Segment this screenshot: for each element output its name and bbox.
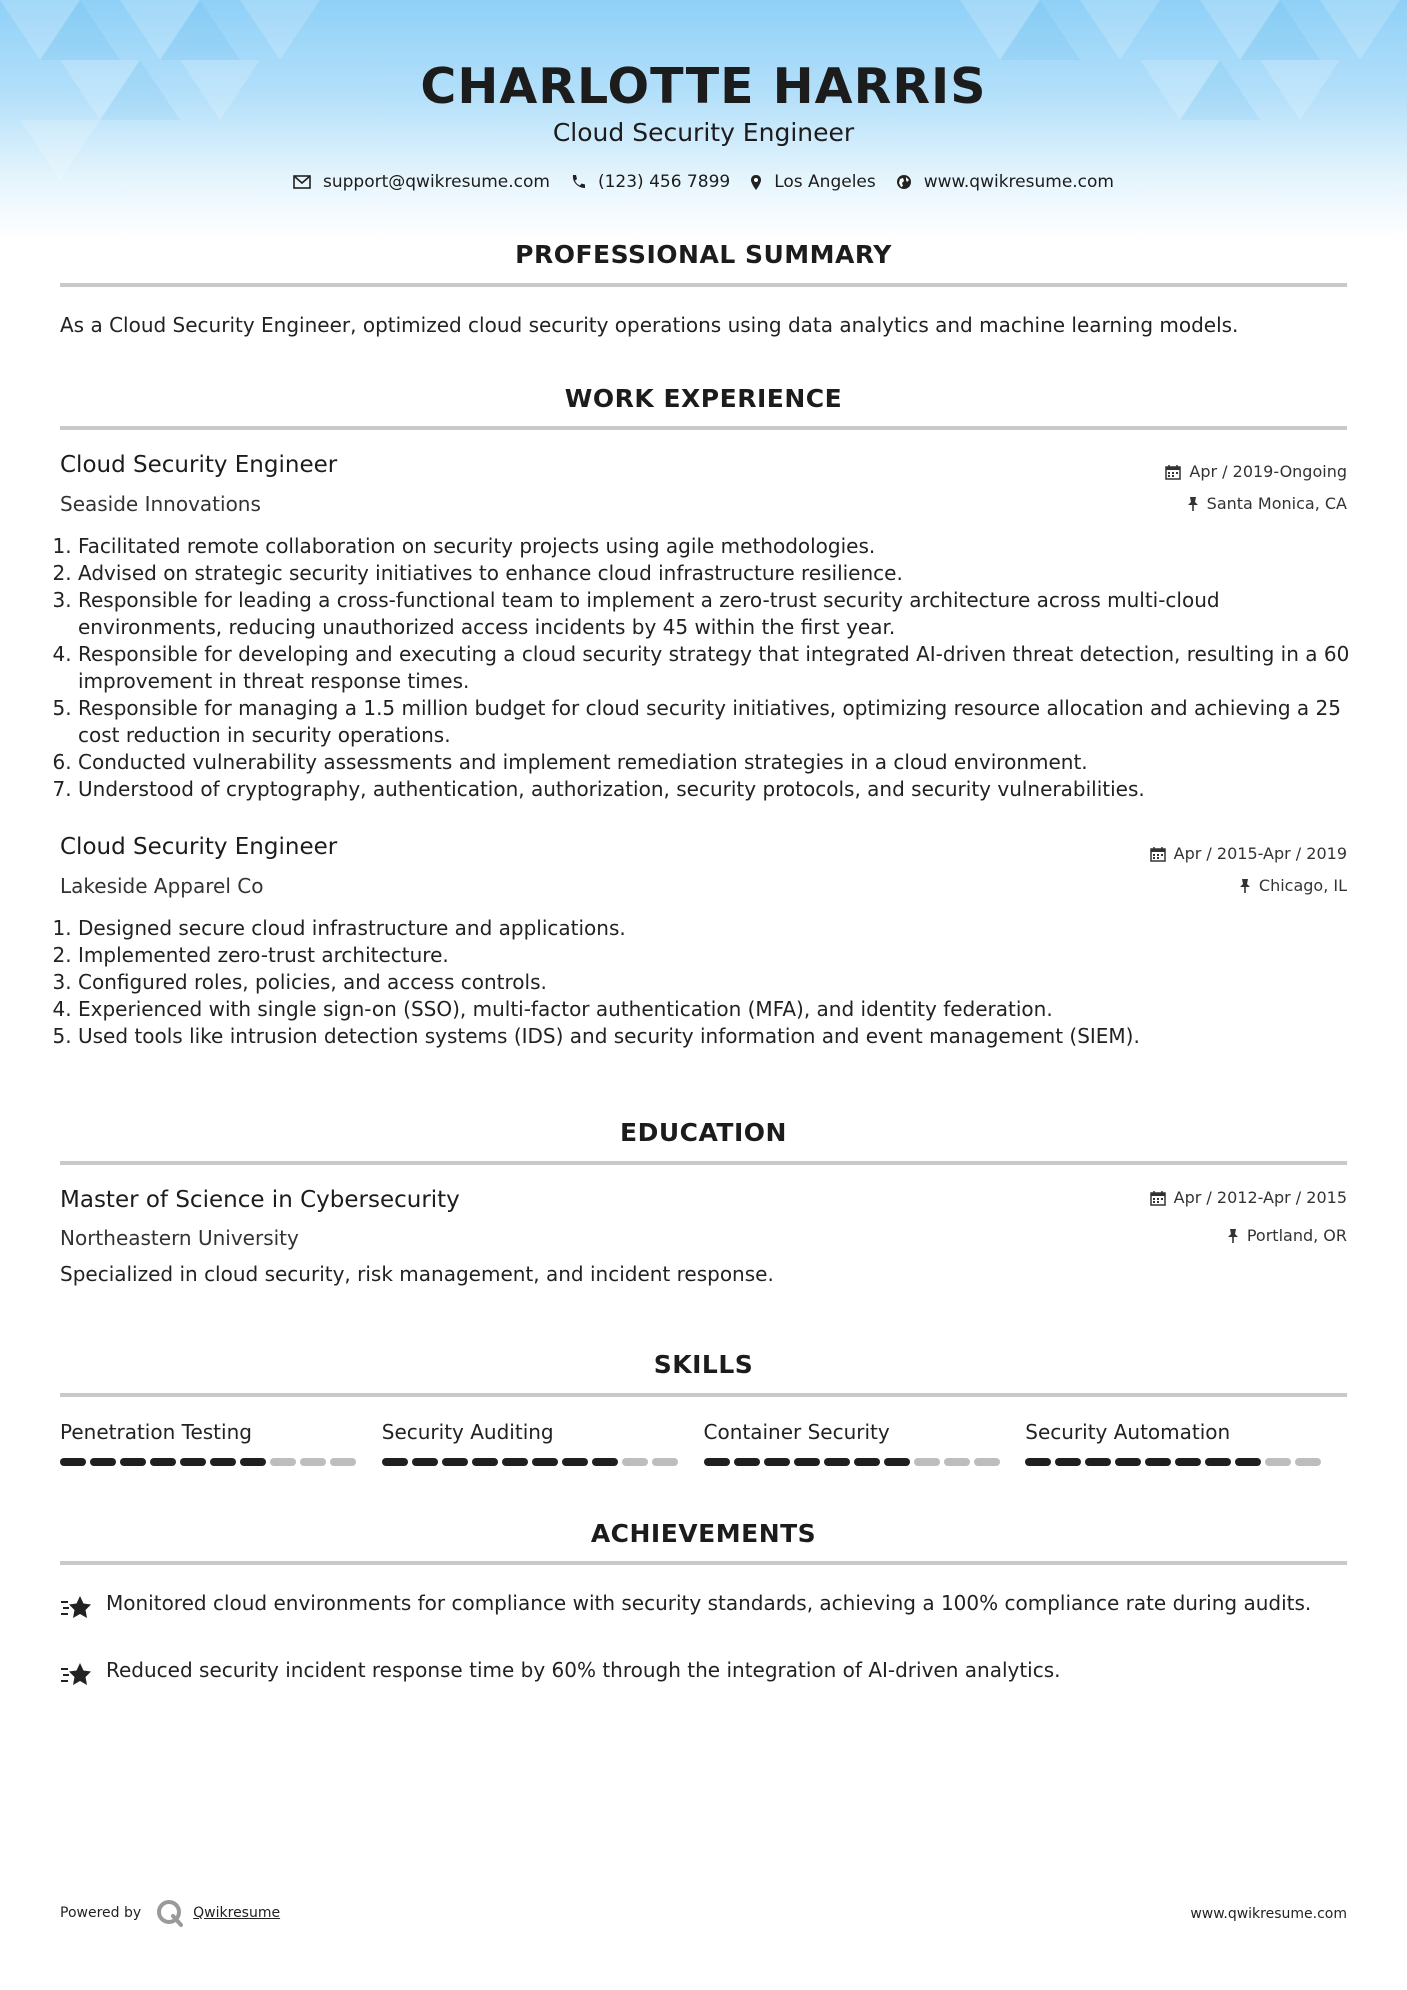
section-title-experience: WORK EXPERIENCE <box>564 384 843 413</box>
education-location-text: Portland, OR <box>1246 1226 1347 1245</box>
skill-name: Security Automation <box>1025 1420 1231 1444</box>
skill-level-segment <box>652 1458 678 1466</box>
star-icon <box>60 1594 92 1620</box>
skill-level-segment <box>592 1458 618 1466</box>
list-item: 1. Designed secure cloud infrastructure and applications. <box>78 915 1365 942</box>
pushpin-icon <box>1187 496 1199 512</box>
list-item: 1. Facilitated remote collaboration on security projects using agile methodologies. <box>78 533 1365 560</box>
contact-bar <box>0 172 1407 192</box>
achievement-text: Monitored cloud environments for compliance with security standards, achieving a 100% compliance rate during audits. <box>106 1591 1312 1615</box>
skill-item <box>1025 1420 1347 1466</box>
footer-website[interactable]: www.qwikresume.com <box>1190 1906 1347 1922</box>
skill-level-segment <box>764 1458 790 1466</box>
job-company: Seaside Innovations <box>60 492 261 516</box>
skill-level-segment <box>472 1458 498 1466</box>
section-title-education: EDUCATION <box>620 1118 787 1147</box>
skill-level-segment <box>180 1458 206 1466</box>
skill-level-segment <box>1085 1458 1111 1466</box>
job-bullets <box>60 915 1365 1050</box>
skill-level-bar <box>1025 1458 1347 1466</box>
skill-level-segment <box>1205 1458 1231 1466</box>
list-item: 4. Responsible for developing and executing a cloud security strategy that integrated AI-driven threat detection, resulting in a 60 improvement in threat response times. <box>78 641 1365 695</box>
skill-level-segment <box>1025 1458 1051 1466</box>
list-item: 2. Advised on strategic security initiatives to enhance cloud infrastructure resilience. <box>78 560 1365 587</box>
skill-level-segment <box>1145 1458 1171 1466</box>
map-pin-icon <box>750 174 762 191</box>
job-dates <box>1150 844 1347 863</box>
calendar-icon <box>1165 464 1181 480</box>
footer-branding <box>60 1898 280 1928</box>
section-title-skills: SKILLS <box>653 1350 754 1379</box>
calendar-icon <box>1150 1190 1166 1206</box>
summary-text: As a Cloud Security Engineer, optimized cloud security operations using data analytics and machine learning models. <box>60 313 1239 337</box>
skill-level-segment <box>734 1458 760 1466</box>
education-degree: Master of Science in Cybersecurity <box>60 1187 460 1213</box>
list-item: 7. Understood of cryptography, authentication, authorization, security protocols, and security vulnerabilities. <box>78 776 1365 803</box>
envelope-icon <box>293 175 311 189</box>
job-location <box>1187 494 1347 513</box>
skill-level-segment <box>210 1458 236 1466</box>
list-item: 5. Used tools like intrusion detection systems (IDS) and security information and event management (SIEM). <box>78 1023 1365 1050</box>
section-divider <box>60 426 1347 430</box>
skill-level-segment <box>1235 1458 1261 1466</box>
education-dates-text: Apr / 2012-Apr / 2015 <box>1173 1188 1347 1207</box>
section-divider <box>60 1161 1347 1165</box>
achievement-text: Reduced security incident response time by 60% through the integration of AI-driven analytics. <box>106 1658 1061 1682</box>
skill-name: Penetration Testing <box>60 1420 252 1444</box>
skill-level-segment <box>300 1458 326 1466</box>
list-item: 3. Responsible for leading a cross-functional team to implement a zero-trust security architecture across multi-cloud environments, reducing unauthorized access incidents by 45 within the first year. <box>78 587 1365 641</box>
star-icon <box>60 1661 92 1687</box>
section-title-achievements: ACHIEVEMENTS <box>590 1519 817 1548</box>
skill-name: Container Security <box>703 1420 890 1444</box>
brand-link[interactable]: Qwikresume <box>193 1905 281 1921</box>
skill-level-segment <box>442 1458 468 1466</box>
skill-level-segment <box>914 1458 940 1466</box>
skill-level-segment <box>622 1458 648 1466</box>
skills-list <box>60 1420 1347 1466</box>
skill-level-segment <box>90 1458 116 1466</box>
skill-level-segment <box>884 1458 910 1466</box>
calendar-icon <box>1150 846 1166 862</box>
skill-level-segment <box>974 1458 1000 1466</box>
skill-level-segment <box>330 1458 356 1466</box>
job-location-text: Santa Monica, CA <box>1206 494 1347 513</box>
skill-item <box>60 1420 382 1466</box>
skill-level-bar <box>60 1458 382 1466</box>
education-school: Northeastern University <box>60 1226 299 1250</box>
job-title: Cloud Security Engineer <box>60 834 338 860</box>
skill-level-segment <box>824 1458 850 1466</box>
phone-text: (123) 456 7899 <box>597 172 731 192</box>
skill-level-segment <box>150 1458 176 1466</box>
skill-level-segment <box>1055 1458 1081 1466</box>
list-item: 6. Conducted vulnerability assessments and implement remediation strategies in a cloud environment. <box>78 749 1365 776</box>
job-bullets <box>60 533 1365 803</box>
education-dates <box>1150 1188 1347 1207</box>
skill-level-segment <box>794 1458 820 1466</box>
skill-level-segment <box>562 1458 588 1466</box>
skill-level-segment <box>704 1458 730 1466</box>
job-dates-text: Apr / 2015-Apr / 2019 <box>1173 844 1347 863</box>
job-location <box>1239 876 1347 895</box>
skill-level-segment <box>382 1458 408 1466</box>
section-divider <box>60 1393 1347 1397</box>
section-title-summary: PROFESSIONAL SUMMARY <box>515 240 892 269</box>
website-text: www.qwikresume.com <box>923 172 1114 192</box>
email-text: support@qwikresume.com <box>323 172 550 192</box>
skill-level-segment <box>1175 1458 1201 1466</box>
skill-level-segment <box>60 1458 86 1466</box>
candidate-name: CHARLOTTE HARRIS <box>420 58 987 115</box>
skill-level-segment <box>270 1458 296 1466</box>
contact-email[interactable] <box>293 172 550 192</box>
skill-level-segment <box>502 1458 528 1466</box>
section-divider <box>60 283 1347 287</box>
list-item: 2. Implemented zero-trust architecture. <box>78 942 1365 969</box>
skill-level-segment <box>240 1458 266 1466</box>
powered-by-label: Powered by <box>60 1905 142 1921</box>
achievement-item <box>60 1657 1347 1687</box>
location-text: Los Angeles <box>774 172 876 192</box>
skill-level-segment <box>1265 1458 1291 1466</box>
list-item: 5. Responsible for managing a 1.5 million budget for cloud security initiatives, optimizing resource allocation and achieving a 25 cost reduction in security operations. <box>78 695 1365 749</box>
job-title: Cloud Security Engineer <box>60 452 338 478</box>
skill-name: Security Auditing <box>381 1420 554 1444</box>
contact-phone[interactable] <box>570 172 730 192</box>
globe-icon <box>896 174 912 190</box>
list-item: 4. Experienced with single sign-on (SSO), multi-factor authentication (MFA), and identity federation. <box>78 996 1365 1023</box>
job-company: Lakeside Apparel Co <box>60 874 264 898</box>
education-description: Specialized in cloud security, risk management, and incident response. <box>60 1262 774 1286</box>
job-dates-text: Apr / 2019-Ongoing <box>1189 462 1347 481</box>
skill-item <box>704 1420 1026 1466</box>
pushpin-icon <box>1239 878 1251 894</box>
header-banner <box>0 0 1407 240</box>
skill-level-bar <box>382 1458 704 1466</box>
skill-level-segment <box>532 1458 558 1466</box>
list-item: 3. Configured roles, policies, and access controls. <box>78 969 1365 996</box>
pushpin-icon <box>1227 1228 1239 1244</box>
skill-item <box>382 1420 704 1466</box>
skill-level-segment <box>1295 1458 1321 1466</box>
job-location-text: Chicago, IL <box>1258 876 1347 895</box>
skill-level-segment <box>854 1458 880 1466</box>
education-location <box>1227 1226 1347 1245</box>
achievement-item <box>60 1590 1347 1620</box>
job-dates <box>1165 462 1347 481</box>
section-divider <box>60 1561 1347 1565</box>
phone-icon <box>570 174 586 190</box>
candidate-title: Cloud Security Engineer <box>552 118 855 147</box>
skill-level-segment <box>1115 1458 1141 1466</box>
skill-level-bar <box>704 1458 1026 1466</box>
contact-location <box>750 172 876 192</box>
skill-level-segment <box>944 1458 970 1466</box>
skill-level-segment <box>120 1458 146 1466</box>
contact-website[interactable] <box>896 172 1114 192</box>
qwikresume-logo-icon <box>155 1898 185 1928</box>
skill-level-segment <box>412 1458 438 1466</box>
